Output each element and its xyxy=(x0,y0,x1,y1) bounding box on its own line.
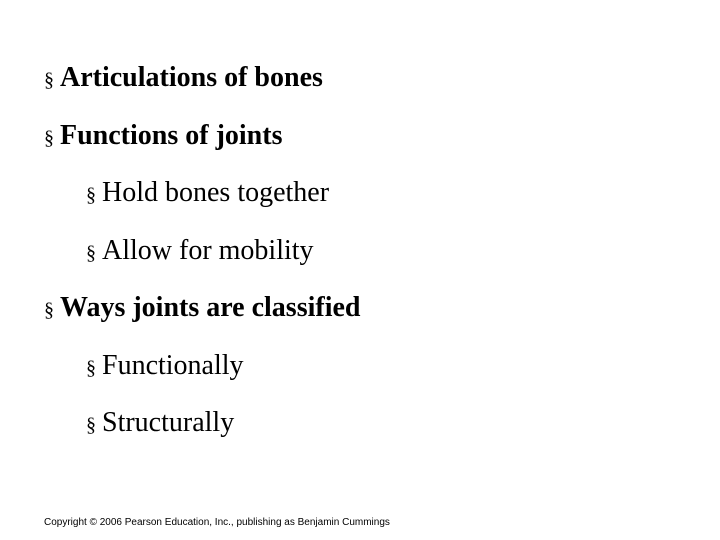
bullet-text: Functionally xyxy=(102,350,244,381)
sub-bullet-allow-for-mobility xyxy=(86,235,314,267)
bullet-text: Functions of joints xyxy=(60,120,283,151)
bullet-marker-icon: § xyxy=(44,299,54,321)
bullet-text: Allow for mobility xyxy=(102,235,314,266)
bullet-marker-icon: § xyxy=(44,127,54,149)
bullet-text: Ways joints are classified xyxy=(60,292,361,323)
bullet-marker-icon: § xyxy=(86,184,96,206)
sub-bullet-functionally xyxy=(86,350,244,382)
bullet-marker-icon: § xyxy=(44,69,54,91)
sub-bullet-structurally xyxy=(86,407,234,439)
bullet-functions-of-joints xyxy=(44,120,282,152)
bullet-text: Articulations of bones xyxy=(60,62,323,93)
sub-bullet-hold-bones-together xyxy=(86,177,329,209)
bullet-articulations-of-bones xyxy=(44,62,323,94)
bullet-marker-icon: § xyxy=(86,414,96,436)
bullet-marker-icon: § xyxy=(86,242,96,264)
bullet-text: Structurally xyxy=(102,407,235,438)
bullet-text: Hold bones together xyxy=(102,177,330,208)
copyright-footer: Copyright © 2006 Pearson Education, Inc., publishing as Benjamin Cummings xyxy=(44,517,390,528)
bullet-marker-icon: § xyxy=(86,357,96,379)
bullet-ways-joints-are-classified xyxy=(44,292,360,324)
